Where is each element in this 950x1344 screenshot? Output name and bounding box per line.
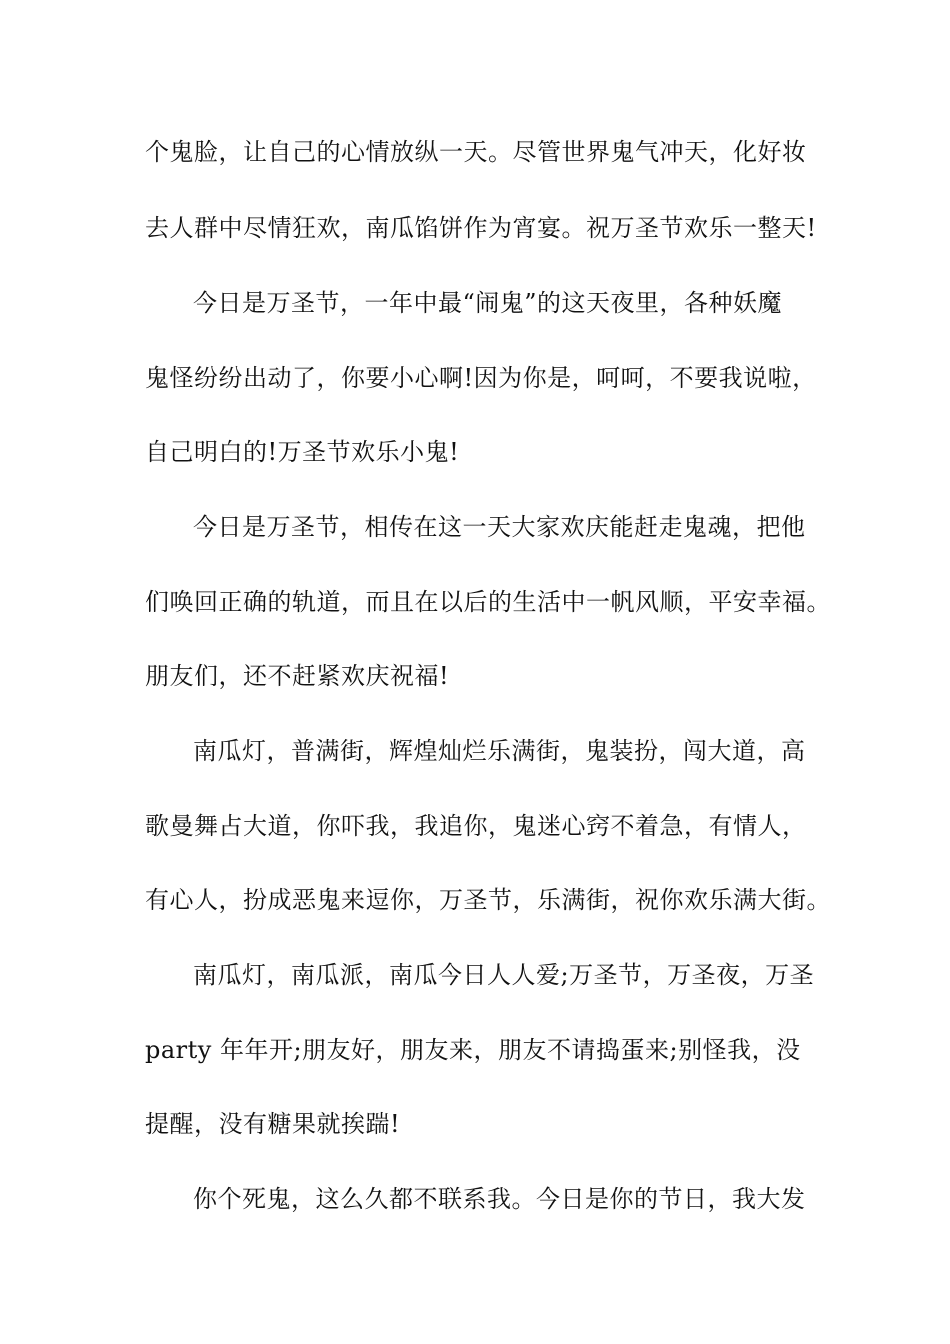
paragraph-first-line: 南瓜灯，南瓜派，南瓜今日人人爱;万圣节，万圣夜，万圣 <box>193 961 815 989</box>
text-line: 有心人，扮成恶鬼来逗你，万圣节，乐满街，祝你欢乐满大街。 <box>145 886 831 914</box>
text-line: 们唤回正确的轨道，而且在以后的生活中一帆风顺，平安幸福。 <box>145 588 831 616</box>
text-line: 朋友们，还不赶紧欢庆祝福! <box>145 662 450 690</box>
text-line: 鬼怪纷纷出动了，你要小心啊!因为你是，呵呵，不要我说啦， <box>145 364 817 392</box>
text-line: party 年年开;朋友好，朋友来，朋友不请捣蛋来;别怪我，没 <box>145 1036 801 1064</box>
paragraph-first-line: 南瓜灯，普满街，辉煌灿烂乐满街，鬼装扮，闯大道，高 <box>193 737 806 765</box>
text-line: 提醒，没有糖果就挨踹! <box>145 1110 401 1138</box>
text-line: 去人群中尽情狂欢，南瓜馅饼作为宵宴。祝万圣节欢乐一整天! <box>145 214 817 242</box>
text-line: 个鬼脸，让自己的心情放纵一天。尽管世界鬼气冲天，化好妆 <box>145 138 807 166</box>
text-line: 歌曼舞占大道，你吓我，我追你，鬼迷心窍不着急，有情人， <box>145 812 807 840</box>
text-line: 自己明白的!万圣节欢乐小鬼! <box>145 438 460 466</box>
paragraph-first-line: 今日是万圣节，一年中最“闹鬼”的这天夜里，各种妖魔 <box>193 289 783 317</box>
paragraph-first-line: 你个死鬼，这么久都不联系我。今日是你的节日，我大发 <box>193 1185 806 1213</box>
paragraph-first-line: 今日是万圣节，相传在这一天大家欢庆能赶走鬼魂，把他 <box>193 513 806 541</box>
